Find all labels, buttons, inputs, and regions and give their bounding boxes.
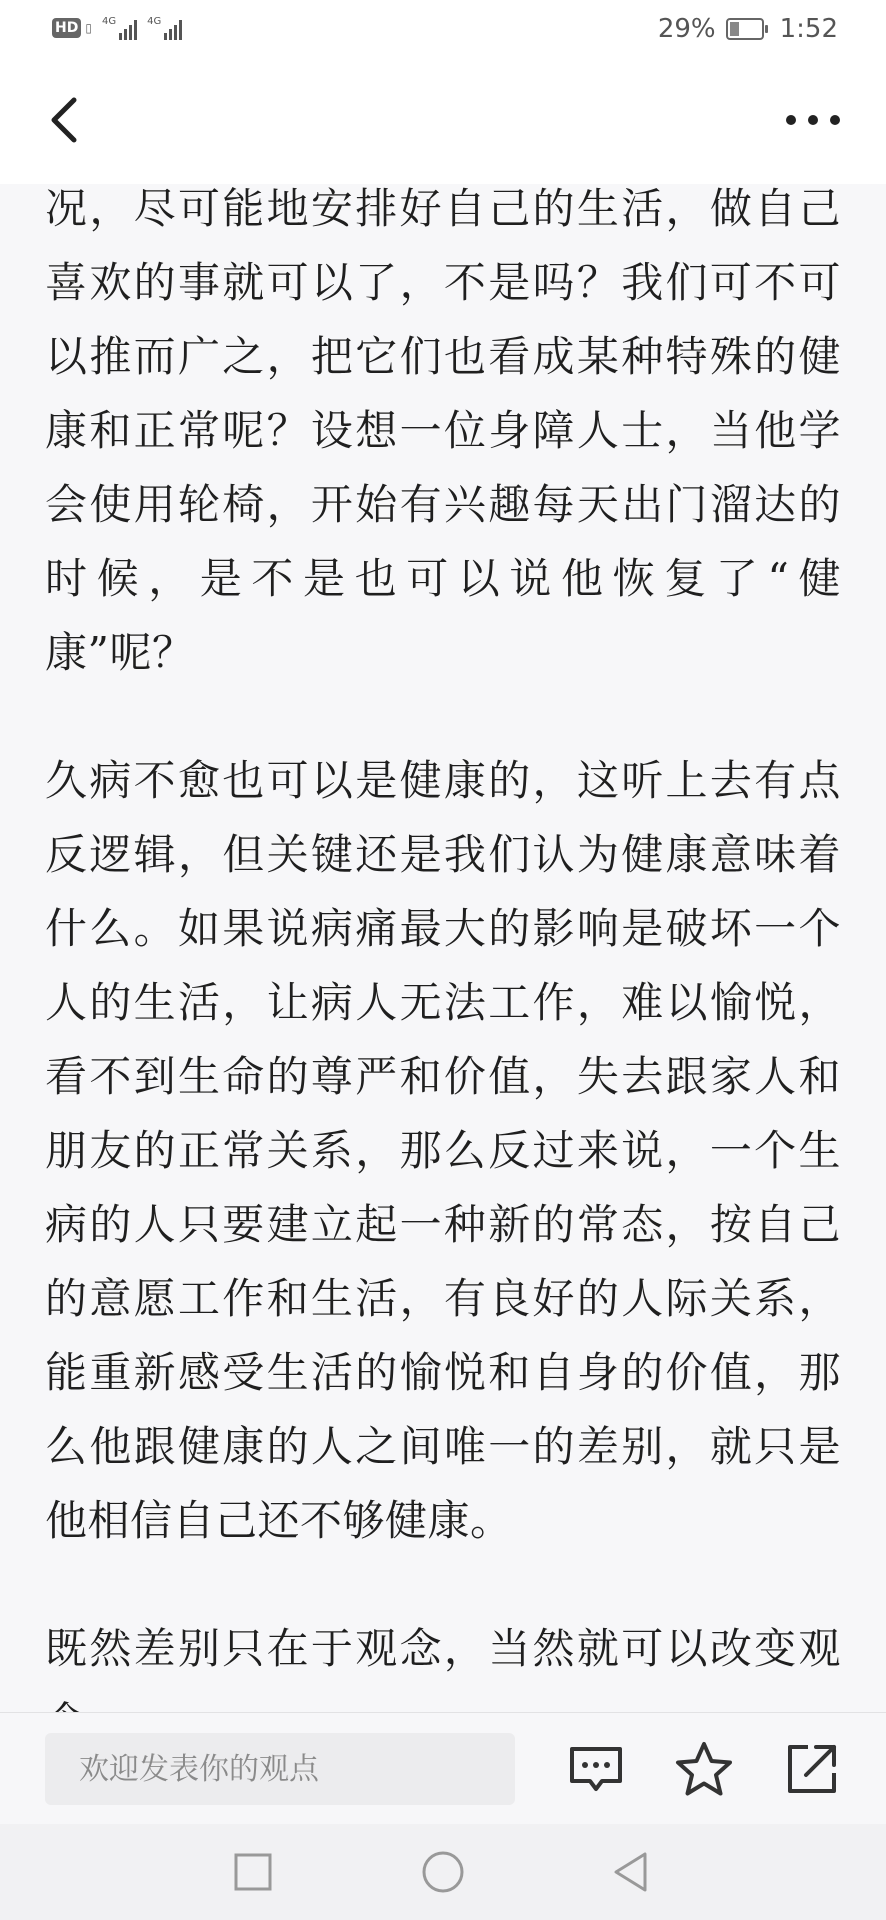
- share-icon: [782, 1739, 842, 1799]
- home-button[interactable]: [419, 1848, 467, 1896]
- article-paragraph: 况，尽可能地安排好自己的生活，做自己喜欢的事就可以了，不是吗？我们可不可以推而广之，把它们也看成某种特殊的健康和正常呢？设想一位身障人士，当他学会使用轮椅，开始有兴趣每天出门溜达的时候，是不是也可以说他恢复了“健康”呢？: [45, 184, 841, 677]
- top-nav-bar: [0, 62, 886, 185]
- home-circle-icon: [419, 1848, 467, 1896]
- article-body: [0, 172, 886, 1760]
- recents-button[interactable]: [229, 1848, 277, 1896]
- comment-button[interactable]: [566, 1739, 626, 1799]
- sim-slot-indicator: ▯: [85, 21, 92, 35]
- system-nav-bar: [0, 1824, 886, 1920]
- status-left-group: [52, 16, 182, 40]
- battery-percent: 29%: [657, 14, 716, 44]
- signal-icon: 4G: [147, 16, 182, 40]
- back-button[interactable]: [40, 90, 100, 150]
- hd-icon: HD: [52, 18, 81, 38]
- system-back-button[interactable]: [607, 1848, 655, 1896]
- comment-icon: [566, 1739, 626, 1799]
- more-horizontal-icon: [778, 90, 848, 150]
- article-paragraph: 久病不愈也可以是健康的，这听上去有点反逻辑，但关键还是我们认为健康意味着什么。如果说病痛最大的影响是破坏一个人的生活，让病人无法工作，难以愉悦，看不到生命的尊严和价值，失去跟家人和朋友的正常关系，那么反过来说，一个生病的人只要建立起一种新的常态，按自己的意愿工作和生活，有良好的人际关系，能重新感受生活的愉悦和自身的价值，那么他跟健康的人之间唯一的差别，就只是他相信自己还不够健康。: [45, 756, 841, 1545]
- bottom-action-bar: [0, 1712, 886, 1825]
- signal-icon: 4G: [102, 16, 137, 40]
- favorite-button[interactable]: [674, 1739, 734, 1799]
- clock-time: 1:52: [779, 14, 838, 44]
- status-right-group: [658, 14, 838, 44]
- comment-input[interactable]: [45, 1733, 515, 1805]
- status-bar: [0, 0, 886, 62]
- recents-square-icon: [229, 1848, 277, 1896]
- share-button[interactable]: [782, 1739, 842, 1799]
- more-options-button[interactable]: [778, 90, 848, 150]
- battery-icon: [726, 18, 764, 40]
- battery-level: [730, 22, 739, 36]
- chevron-left-icon: [40, 90, 100, 150]
- back-triangle-icon: [607, 1848, 655, 1896]
- article-scroll-area[interactable]: [0, 184, 886, 1712]
- article-paragraph: 既然差别只在于观念，当然就可以改变观: [45, 1624, 841, 1673]
- star-icon: [674, 1739, 734, 1799]
